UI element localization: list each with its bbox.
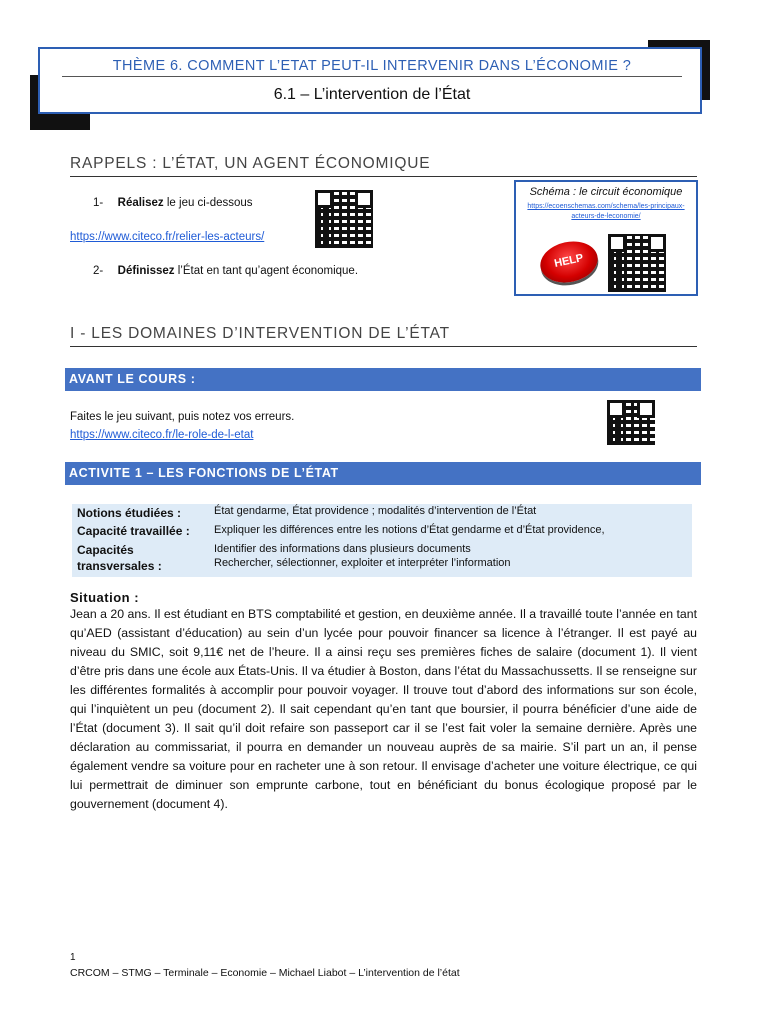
- help-button-icon: HELP: [536, 236, 601, 287]
- decor-corner: [30, 112, 90, 130]
- avant-text: Faites le jeu suivant, puis notez vos erreurs.: [70, 411, 295, 423]
- link-relier-les-acteurs[interactable]: https://www.citeco.fr/relier-les-acteurs/: [70, 231, 265, 243]
- qr-code-icon: [607, 400, 655, 445]
- qr-code-icon: [315, 190, 373, 248]
- footer-text: CRCOM – STMG – Terminale – Economie – Michael Liabot – L’intervention de l’état: [70, 967, 460, 979]
- section-heading-rappels: RAPPELS : L’ÉTAT, UN AGENT ÉCONOMIQUE: [70, 155, 697, 177]
- capacite-value: Expliquer les différences entre les notions d’État gendarme et d’État providence,: [214, 524, 605, 536]
- notions-value: État gendarme, État providence ; modalités d’intervention de l’État: [214, 505, 537, 517]
- theme-title: THÈME 6. COMMENT L’ETAT PEUT-IL INTERVENIR DANS L’ÉCONOMIE ?: [62, 58, 682, 77]
- item-text: l’État en tant qu’agent économique.: [174, 265, 359, 277]
- situation-body: Jean a 20 ans. Il est étudiant en BTS comptabilité et gestion, en deuxième année. Il a travaillé toute l’année en tant qu’AED (assistant d’éducation) au sein d’un lycée pour pouvoir financer sa licence à l’étranger. Il est payé au niveau du SMIC, soit 9,11€ net de l’heure. Il a ainsi reçu ses premières fiches de salaire (document 1). Il vient d’être pris dans une école aux États-Unis. Il va étudier à Boston, dans l’état du Massachussetts. Il se renseigne sur les différentes formalités à accomplir pour pouvoir voyager. Il trouve tout d’abord des informations sur son école, qui l’inquiètent un peu (document 2). Il sait cependant qu’en tant que boursier, il pourra bénéficier d’une aide de l’État (document 3). Il sait qu’il doit refaire son passeport car il se l’est fait voler la semaine dernière. Après une déclaration au commissariat, il pourra en demander un nouveau auprès de sa mairie. S’il part un an, il pense également vendre sa voiture pour en racheter une à son retour. Il envisage d’acheter une voiture électrique, ce qui lui permettrait de diminuer son emprunte carbone, tout en bénéficiant du bonus écologique proposé par le gouvernement (document 4).: [70, 607, 697, 811]
- item-verb: Définissez: [117, 265, 175, 277]
- page-title: 6.1 – L’intervention de l’État: [273, 86, 471, 103]
- help-title: Schéma : le circuit économique: [529, 186, 683, 198]
- section-heading-domaines: I - LES DOMAINES D’INTERVENTION DE L’ÉTAT: [70, 325, 697, 347]
- qr-code-icon: [608, 234, 666, 292]
- rappels-item-1: [93, 197, 253, 209]
- bar-avant-le-cours: AVANT LE COURS :: [65, 368, 701, 391]
- rappels-item-2: [93, 265, 358, 277]
- item-text: le jeu ci-dessous: [163, 197, 253, 209]
- item-number: 2-: [93, 265, 104, 277]
- notions-label: Notions étudiées :: [77, 506, 182, 520]
- transversales-value-2: Rechercher, sélectionner, exploiter et interpréter l’information: [214, 557, 511, 569]
- link-role-de-l-etat[interactable]: https://www.citeco.fr/le-role-de-l-etat: [70, 429, 254, 441]
- situation-title: Situation :: [70, 590, 140, 605]
- item-verb: Réalisez: [117, 197, 164, 209]
- bar-activite-1: ACTIVITE 1 – LES FONCTIONS DE L’ÉTAT: [65, 462, 701, 485]
- item-number: 1-: [93, 197, 104, 209]
- help-link[interactable]: https://ecoenschemas.com/schema/les-principaux-acteurs-de-leconomie/: [527, 203, 685, 220]
- transversales-value-1: Identifier des informations dans plusieurs documents: [214, 543, 471, 555]
- page-number: 1: [70, 952, 76, 963]
- transversales-label: Capacités transversales :: [77, 543, 162, 573]
- capacite-label: Capacité travaillée :: [77, 524, 190, 538]
